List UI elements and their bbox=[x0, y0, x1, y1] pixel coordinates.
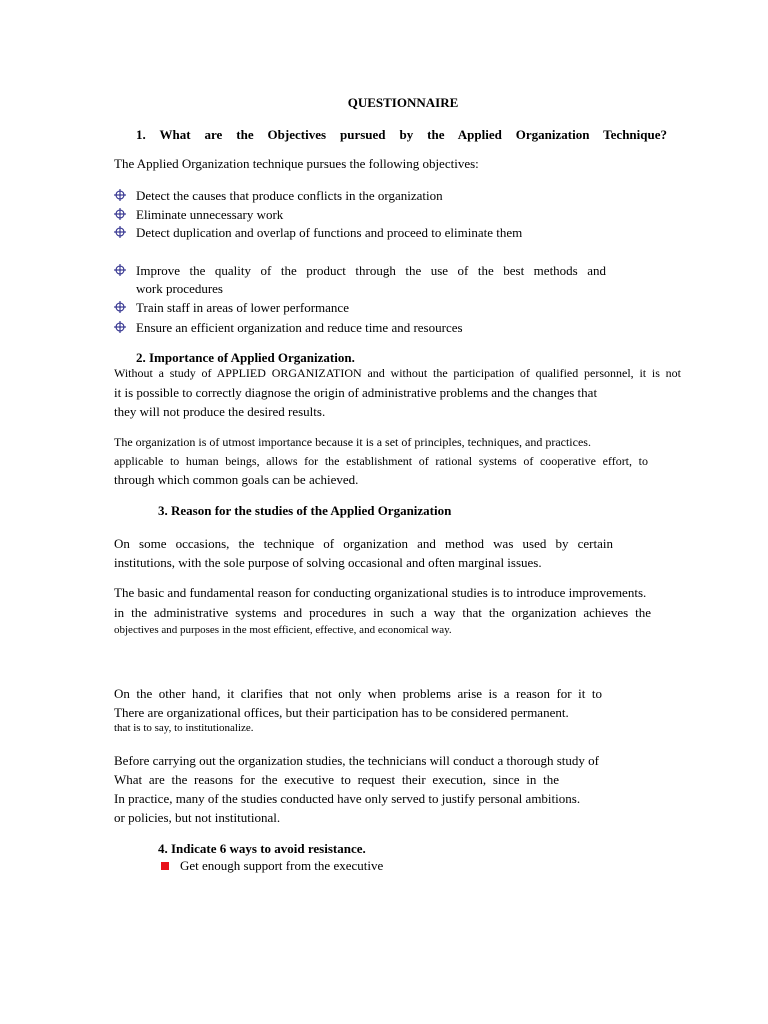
q1-heading: 1. What are the Objectives pursued by the Applied Organization Technique? bbox=[136, 127, 667, 142]
crosshair-circle-icon bbox=[114, 301, 126, 313]
crosshair-circle-icon bbox=[114, 189, 126, 201]
q2-paragraph-line: it is possible to correctly diagnose the origin of administrative problems and the changes that bbox=[114, 385, 598, 400]
resistance-item: Get enough support from the executive bbox=[180, 858, 384, 873]
crosshair-circle-icon bbox=[114, 226, 126, 238]
q2-paragraph-line: they will not produce the desired results. bbox=[114, 404, 326, 419]
document-title: QUESTIONNAIRE bbox=[347, 95, 459, 110]
q3-paragraph-line: in the administrative systems and procedures in such a way that the organization achieves the bbox=[114, 605, 651, 620]
objective-item: Detect duplication and overlap of functions and proceed to eliminate them bbox=[136, 225, 523, 240]
q1-intro: The Applied Organization technique pursues the following objectives: bbox=[114, 156, 479, 171]
q3-paragraph-line: objectives and purposes in the most efficient, effective, and economical way. bbox=[114, 624, 452, 636]
q2-heading: 2. Importance of Applied Organization. bbox=[136, 350, 355, 365]
q4-heading: 4. Indicate 6 ways to avoid resistance. bbox=[158, 841, 366, 856]
crosshair-circle-icon bbox=[114, 208, 126, 220]
objective-item: Train staff in areas of lower performance bbox=[136, 300, 349, 315]
q3-paragraph-line: There are organizational offices, but their participation has to be considered permanent. bbox=[114, 705, 569, 720]
q3-paragraph-line: that is to say, to institutionalize. bbox=[114, 722, 254, 734]
q3-paragraph-line: In practice, many of the studies conducted have only served to justify personal ambitions. bbox=[114, 791, 581, 806]
objective-item: Improve the quality of the product through the use of the best methods and bbox=[136, 263, 606, 278]
q2-paragraph-line: applicable to human beings, allows for the establishment of rational systems of cooperative effort, to bbox=[114, 454, 648, 468]
q3-heading: 3. Reason for the studies of the Applied Organization bbox=[158, 503, 452, 518]
q3-paragraph-line: On the other hand, it clarifies that not only when problems arise is a reason for it to bbox=[114, 686, 602, 701]
q3-paragraph-line: institutions, with the sole purpose of solving occasional and often marginal issues. bbox=[114, 555, 542, 570]
objective-item: Ensure an efficient organization and reduce time and resources bbox=[136, 320, 463, 335]
objective-item: Eliminate unnecessary work bbox=[136, 207, 284, 222]
q3-paragraph-line: Before carrying out the organization studies, the technicians will conduct a thorough study of bbox=[114, 753, 599, 768]
q2-paragraph-line: Without a study of APPLIED ORGANIZATION and without the participation of qualified personnel, it is not bbox=[114, 366, 681, 380]
q3-paragraph-line: On some occasions, the technique of organization and method was used by certain bbox=[114, 536, 613, 551]
q2-paragraph-line: through which common goals can be achieved. bbox=[114, 472, 359, 487]
red-square-icon bbox=[161, 862, 169, 870]
crosshair-circle-icon bbox=[114, 321, 126, 333]
q3-paragraph-line: or policies, but not institutional. bbox=[114, 810, 281, 825]
objective-item-continuation: work procedures bbox=[136, 281, 223, 296]
crosshair-circle-icon bbox=[114, 264, 126, 276]
q3-paragraph-line: What are the reasons for the executive to request their execution, since in the bbox=[114, 772, 559, 787]
q2-paragraph-line: The organization is of utmost importance because it is a set of principles, techniques, and practices. bbox=[114, 435, 591, 449]
q3-paragraph-line: The basic and fundamental reason for conducting organizational studies is to introduce improvements. bbox=[114, 585, 647, 600]
objective-item: Detect the causes that produce conflicts in the organization bbox=[136, 188, 443, 203]
